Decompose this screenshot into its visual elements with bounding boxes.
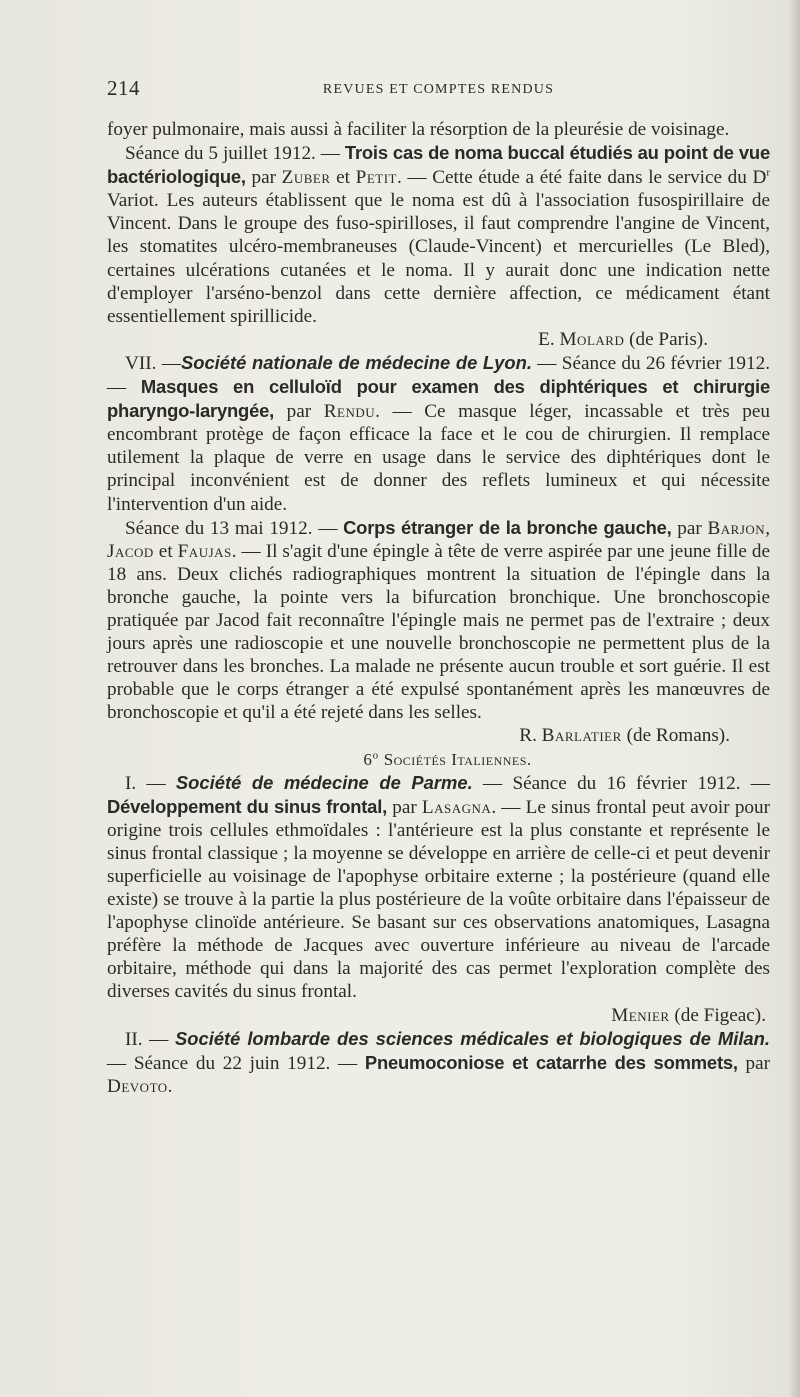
session-date: — Séance du 26 février 1912. — — [107, 352, 771, 399]
article-title: Corps étranger de la bronche gauche, — [343, 516, 672, 538]
paragraph-masques — [107, 351, 770, 516]
session-date: — Séance du 22 juin 1912. — — [107, 1052, 365, 1074]
by-word: par — [737, 1052, 770, 1074]
signature-menier — [107, 1004, 770, 1027]
article-title: Trois cas de noma buccal étudiés au point de vue bactériologique, — [107, 142, 770, 188]
separator: , — [765, 517, 770, 539]
society-name: Société nationale de médecine de Lyon. — [180, 351, 532, 373]
superscript: o — [372, 748, 379, 761]
signature-initial: R. — [519, 725, 542, 747]
society-name: Société lombarde des sciences médicales et biologiques de Milan. — [174, 1027, 770, 1049]
by-word: par — [387, 796, 422, 818]
page-edge-shadow — [788, 0, 800, 1397]
author-name: Faujas — [177, 540, 232, 562]
paragraph-text: foyer pulmonaire, mais aussi à faciliter la résorption de la pleurésie de voisinage. — [107, 119, 730, 140]
session-date: Séance du 5 juillet 1912. — — [125, 143, 345, 165]
session-date: Séance du 13 mai 1912. — — [125, 517, 344, 539]
signature-name: Barlatier — [541, 725, 622, 747]
paragraph-text: . — Le sinus frontal peut avoir pour origine trois cellules ethmoïdales : l'antérieure est la plus constante et représente le sinus frontal classique ; la moyenne se développe en arrière de celle-ci et peut devenir superficielle au voisinage de l'apophyse orbitaire externe ; la postérieure (quand elle existe) se trouve à la partie la plus postérieure de la voûte orbitaire dans l'épaisseur de l'apophyse clinoïde antérieure. Se basant sur ces observations anatomiques, Lasagna préfère la méthode de Jacques avec ouverture inférieure au niveau de l'arcade orbitaire, méthode qui dans la majorité des cas permet l'exploration complète des diverses cavités du sinus frontal. — [107, 796, 771, 1003]
and-word: et — [153, 540, 178, 562]
paragraph-text: . — Il s'agit d'une épingle à tête de verre aspirée par une jeune fille de 18 ans. Deux clichés radiographiques montrent la situation de l'épingle dans la bronche gauche, la pointe vers la bifurcation bronchique. Une bronchoscopie pratiquée par Jacod fait reconnaître l'épingle mais ne permet pas de l'extraire ; deux jours après une radioscopie et une nouvelle bronchoscopie ne permettent plus de la retrouver dans les bronches. La malade ne présente aucun trouble et sort guérie. Il est probable que le corps étranger a été expulsé spontanément après les manœuvres de bronchoscopie et qu'il a été rejeté dans les selles. — [107, 540, 770, 724]
paragraph-corps-etranger — [107, 516, 770, 725]
page-header — [107, 76, 770, 102]
session-date: — Séance du 16 février 1912. — — [472, 772, 770, 794]
society-name: Société de médecine de Parme. — [175, 771, 473, 793]
page-body — [107, 118, 770, 1098]
paragraph-sinus-frontal — [107, 771, 770, 1004]
author-name: Rendu — [323, 401, 376, 423]
signature-name: Menier — [611, 1004, 670, 1026]
section-number: 6 — [363, 749, 373, 769]
period: . — [167, 1075, 173, 1097]
author-name: Zuber — [281, 167, 331, 189]
paragraph-text: . — Ce masque léger, incassable et très peu encombrant protège de façon efficace la face et le cou de chirurgien. Il remplace utilement la plaque de verre en usage dans le service des diphtériques dont le principal inconvénient est de donner des reflets lumineux et qui nécessite l'intervention d'un aide. — [107, 401, 771, 515]
section-heading-italian-societies — [107, 748, 770, 771]
and-word: et — [330, 167, 356, 189]
signature-place: (de Romans). — [621, 725, 730, 747]
article-title: Développement du sinus frontal, — [107, 795, 388, 817]
article-title: Masques en celluloïd pour examen des diphtériques et chirurgie pharyngo-laryngée, — [107, 376, 770, 422]
author-name: Jacod — [107, 540, 154, 562]
section-label: Sociétés Italiennes. — [378, 749, 532, 769]
by-word: par — [671, 517, 708, 539]
signature-barlatier — [107, 724, 770, 747]
signature-place: (de Figeac). — [669, 1004, 766, 1026]
article-title: Pneumoconiose et catarrhe des sommets, — [364, 1051, 738, 1073]
paragraph-text: . — Cette étude a été faite dans le service du D — [396, 167, 767, 189]
section-number: I. — — [125, 772, 176, 794]
signature-name: Molard — [559, 328, 625, 350]
superscript: r — [766, 166, 771, 179]
paragraph-pneumoconiose — [107, 1027, 770, 1098]
running-head: REVUES ET COMPTES RENDUS — [322, 82, 555, 97]
page-number: 214 — [107, 76, 140, 100]
paragraph-text: Variot. Les auteurs établissent que le noma est dû à l'association fusospirillaire de Vincent. Dans le groupe des fuso-spirilloses, il faut comprendre l'angine de Vincent, les stomatites ulcéro-membraneuses (Claude-Vincent) et mercurielles (Le Bled), certaines ulcérations cutanées et le noma. Il y aurait donc une indication nette d'employer l'arséno-benzol dans cette dernière affection, ce médicament étant essentiellement spirillicide. — [107, 190, 770, 327]
author-name: Petit — [355, 167, 397, 189]
by-word: par — [274, 401, 324, 423]
section-number: VII. — — [125, 352, 181, 374]
by-word: par — [245, 167, 282, 189]
paragraph-continuation — [107, 118, 770, 141]
author-name: Barjon — [707, 517, 766, 539]
signature-initial: E. — [538, 328, 560, 350]
signature-molard — [107, 328, 770, 351]
author-name: Lasagna — [421, 796, 492, 818]
section-number: II. — — [125, 1028, 175, 1050]
author-name: Devoto — [107, 1075, 168, 1097]
signature-place: (de Paris). — [624, 328, 708, 350]
paragraph-noma — [107, 141, 770, 328]
